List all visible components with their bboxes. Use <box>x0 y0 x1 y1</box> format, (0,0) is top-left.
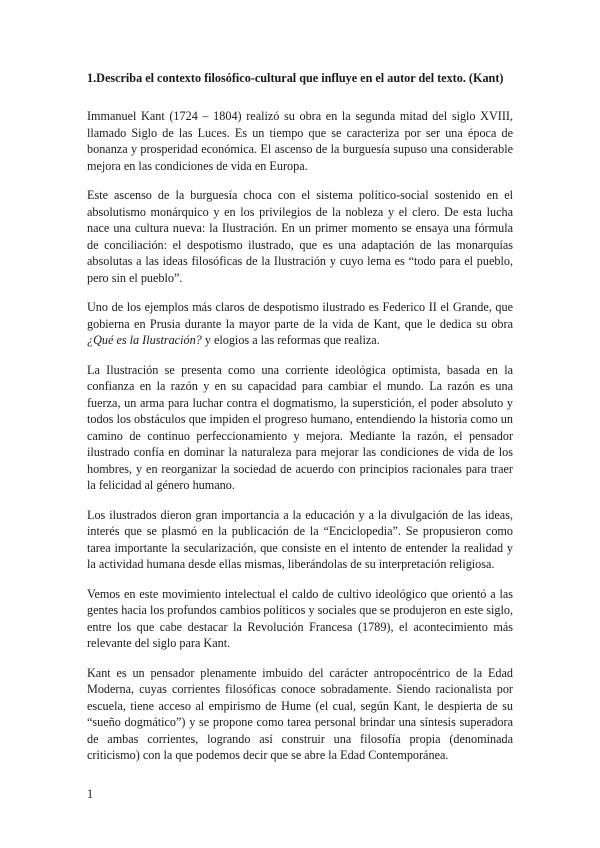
paragraph-kant-synthesis: Kant es un pensador plenamente imbuido del carácter antropocéntrico de la Edad Moderna, cuyas corrientes filosóficas conoce sobradamente. Siendo racionalista por escuela, tiene acceso al empirismo de Hume (el cual, según Kant, le despierta de su “sueño dogmático”) y se propone como tarea personal brindar una síntesis superadora de ambas corrientes, logrando así construir una filosofía propia (denominada criticismo) con la que podemos decir que se abre la Edad Contemporánea. <box>87 665 513 762</box>
page-content <box>87 70 513 777</box>
paragraph-text: y elogios a las reformas que realiza. <box>201 333 380 347</box>
paragraph-french-revolution: Vemos en este movimiento intelectual el caldo de cultivo ideológico que orientó a las gentes hacia los profundos cambios políticos y sociales que se produjeron en este siglo, entre los que cabe destacar la Revolución Francesa (1789), el acontecimiento más relevante del siglo para Kant. <box>87 586 513 650</box>
paragraph-historical-context: Immanuel Kant (1724 – 1804) realizó su obra en la segunda mitad del siglo XVIII, llamado Siglo de las Luces. Es un tiempo que se caracteriza por ser una época de bonanza y prosperidad económica. El ascenso de la burguesía supuso una considerable mejora en las condiciones de vida en Europa. <box>87 109 513 173</box>
paragraph-enlightened-despotism: Este ascenso de la burguesía choca con el sistema político-social sostenido en el absolutismo monárquico y en los privilegios de la nobleza y el clero. De esta lucha nace una cultura nueva: la Ilustración. En un primer momento se ensaya una fórmula de conciliación: el despotismo ilustrado, que es una adaptación de las monarquías absolutas a las ideas filosóficas de la Ilustración y cuyo lema es “todo para el pueblo, pero sin el pueblo”. <box>87 188 513 285</box>
paragraph-education-secularization: Los ilustrados dieron gran importancia a la educación y a la divulgación de las ideas, interés que se plasmó en la publicación de la “Enciclopedia”. Se propusieron como tarea importante la secularización, que consiste en el intento de entender la realidad y la actividad humana desde ellas mismas, liberándolas de su interpretación religiosa. <box>87 507 513 571</box>
work-title: ¿Qué es la Ilustración? <box>87 333 202 347</box>
paragraph-enlightenment-reason: La Ilustración se presenta como una corriente ideológica optimista, basada en la confianza en la razón y en su capacidad para cambiar el mundo. La razón es una fuerza, un arma para luchar contra el dogmatismo, la superstición, el poder absoluto y todos los obstáculos que impiden el progreso humano, entendiendo la historia como un camino de continuo perfeccionamiento y mejora. Mediante la razón, el pensador ilustrado confía en dominar la naturaleza para mejorar las condiciones de vida de los hombres, y en reorganizar la sociedad de acuerdo con principios racionales para traer la felicidad al género humano. <box>87 362 513 492</box>
paragraph-text: Uno de los ejemplos más claros de despotismo ilustrado es Federico II el Grande, que gobierna en Prusia durante la mayor parte de la vida de Kant, que le dedica su obra <box>87 300 513 331</box>
page-number: 1 <box>87 787 94 801</box>
question-heading: 1.Describa el contexto filosófico-cultural que influye en el autor del texto. (Kant) <box>87 71 504 85</box>
paragraph-frederick-the-great <box>87 299 513 349</box>
